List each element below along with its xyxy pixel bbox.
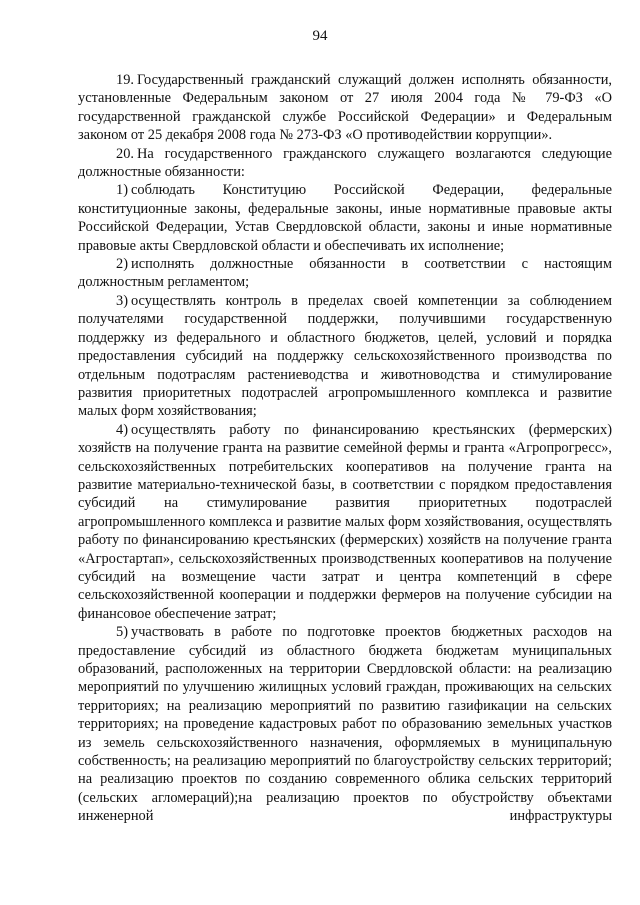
list-item-text: осуществлять работу по финансированию крестьянских (фермерских) хозяйств на получение гранта на развитие семейной фермы и гранта «Агропрогресс», сельскохозяйственных потребительских кооперативов на получение гранта на развитие материально-технической базы, в соответствии с порядком предоставления субсидий на стимулирование развития приоритетных подотраслей агропромышленного комплекса и развитие малых форм хозяйствования, осуществлять работу по финансированию крестьянских (фермерских) хозяйств на получение гранта «Агростартап», сельскохозяйственных производственных кооперативов на получение субсидий на возмещение части затрат и центра компетенций в сфере сельскохозяйственной кооперации и поддержки фермеров на получение субсидии на финансовое обеспечение затрат; [78,421,612,622]
list-item-number: 1) [116,182,128,199]
paragraph-text: На государственного гражданского служащего возлагаются следующие должностные обязанности: [78,145,612,181]
list-item-text: участвовать в работе по подготовке проектов бюджетных расходов на предоставление субсидий из областного бюджета бюджетам муниципальных образований, расположенных на территории Свердловской области: на реализацию мероприятий по улучшению жилищных условий граждан, проживающих на сельских территориях; на реализацию мероприятий по развитию газификации на сельских территориях; на проведение кадастровых работ по образованию земельных участков из земель сельскохозяйственного назначения, оформляемых в муниципальную собственность; на реализацию мероприятий по благоустройству сельских территорий; на реализацию проектов по созданию современного облика сельских территорий (сельских агломераций);на реализацию проектов по обустройству объектами инженерной инфраструктуры [78,624,612,825]
list-item-number: 4) [116,421,128,438]
list-item-text: исполнять должностные обязанности в соответствии с настоящим должностным регламентом; [78,256,612,291]
paragraph-text: Государственный гражданский служащий должен исполнять обязанности, установленные Федеральным законом от 27 июля 2004 года № 79-ФЗ «О государственной гражданской службе Российской Федерации» и Федеральным законом от 25 декабря 2008 года № 273-ФЗ «О противодействии коррупции». [78,72,612,144]
paragraph-19 [78,71,612,145]
paragraph-20 [78,145,612,182]
list-item-1 [78,181,612,255]
list-item-3 [78,292,612,421]
list-item-number: 3) [116,292,128,309]
list-item-text: осуществлять контроль в пределах своей компетенции за соблюдением получателями государственной поддержки, получившими государственную поддержку из федерального и областного бюджетов, целей, условий и порядка предоставления субсидий на поддержку сельскохозяйственного производства по отдельным подотраслям растениеводства и животноводства и стимулирование развития приоритетных подотраслей агропромышленного комплекса и развитие малых форм хозяйствования; [78,292,612,420]
list-item-5 [78,623,612,825]
list-item-2 [78,255,612,292]
list-item-text: соблюдать Конституцию Российской Федерации, федеральные конституционные законы, федеральные законы, иные нормативные правовые акты Российской Федерации, Устав Свердловской области, законы и иные нормативные правовые акты Свердловской области и обеспечивать их исполнение; [78,182,612,254]
page-number: 94 [312,28,328,44]
document-body [78,71,612,826]
paragraph-number: 19. [116,72,134,88]
paragraph-number: 20. [116,145,134,162]
list-item-number: 5) [116,624,128,641]
list-item-number: 2) [116,256,128,273]
list-item-4 [78,421,612,623]
